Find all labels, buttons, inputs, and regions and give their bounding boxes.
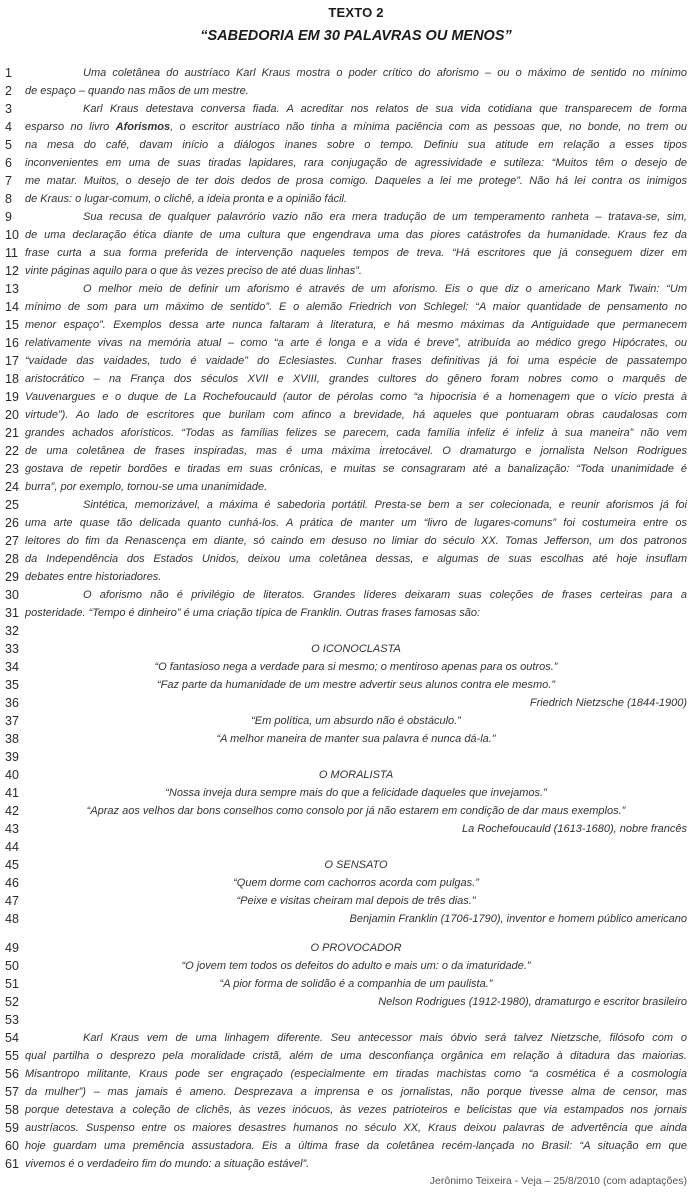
text-line bbox=[5, 892, 687, 910]
line-text: burra”, por exemplo, tornou-se uma unanimidade. bbox=[25, 481, 268, 493]
line-number: 32 bbox=[5, 624, 19, 638]
line-number: 60 bbox=[5, 1139, 19, 1153]
line-text: “Faz parte da humanidade de um mestre advertir seus alunos contra ele mesmo.” bbox=[156, 679, 556, 691]
line-text: inconvenientes em uma de suas tiradas lapidares, rara conjugação de agressividade e sutileza: “Muitos têm o desejo de bbox=[25, 157, 687, 169]
line-text: O melhor meio de definir um aforismo é através de um aforismo. Eis o que diz o americano Mark Twain: “Um bbox=[83, 283, 687, 295]
text-line bbox=[5, 993, 687, 1011]
line-text: Sintética, memorizável, a máxima é sabedoria portátil. Presta-se bem a ser colecionada, e reunir aforismos já foi bbox=[83, 499, 687, 511]
text-line bbox=[5, 586, 687, 604]
text-line bbox=[5, 262, 687, 280]
line-number: 11 bbox=[5, 246, 18, 260]
line-text bbox=[25, 1011, 687, 1029]
line-text: “vaidade das vaidades, tudo é vaidade” do Eclesiastes. Cunhar frases definitivas já foi uma espécie de passatempo bbox=[25, 355, 687, 367]
text-line bbox=[5, 316, 687, 334]
text-line bbox=[5, 1083, 687, 1101]
line-number: 21 bbox=[5, 426, 19, 440]
text-line bbox=[5, 820, 687, 838]
line-text: gostava de repetir bordões e tiradas em suas crônicas, e muitas se consagraram até a banalização: “Toda unanimidade é bbox=[25, 463, 687, 475]
text-line bbox=[5, 514, 687, 532]
line-number: 4 bbox=[5, 120, 12, 134]
line-number: 44 bbox=[5, 840, 19, 854]
text-line bbox=[5, 478, 687, 496]
line-text: “A pior forma de solidão é a companhia de um paulista.” bbox=[219, 978, 493, 990]
line-number: 23 bbox=[5, 462, 19, 476]
line-text: “Quem dorme com cachorros acorda com pulgas.” bbox=[233, 877, 479, 889]
line-number: 56 bbox=[5, 1067, 19, 1081]
text-line bbox=[5, 460, 687, 478]
text-line bbox=[5, 939, 687, 957]
line-text: esparso no livro Aforismos, o escritor austríaco não tinha a mínima paciência com as pessoas que, no bonde, no trem ou bbox=[25, 121, 687, 133]
text-line bbox=[5, 730, 687, 748]
text-line bbox=[5, 1047, 687, 1065]
line-text: de espaço – quando nas mãos de um mestre. bbox=[25, 85, 249, 97]
text-line bbox=[5, 712, 687, 730]
text-line bbox=[5, 1011, 687, 1029]
text-line bbox=[5, 766, 687, 784]
line-text: “Peixe e visitas cheiram mal depois de três dias.” bbox=[236, 895, 476, 907]
line-text: aristocrático – na França dos séculos XVII e XVIII, grandes cultores do gênero foram nobres como o marquês de bbox=[25, 373, 687, 385]
line-number: 18 bbox=[5, 372, 19, 386]
text-lines bbox=[5, 64, 687, 1173]
text-line bbox=[5, 1119, 687, 1137]
text-line bbox=[5, 874, 687, 892]
line-text: mínimo de som para um máximo de sentido”. E o alemão Friedrich von Schlegel: “A maior quantidade de pensamento no bbox=[25, 301, 687, 313]
line-text: hoje guardam uma premência assustadora. Eis a última frase da coletânea recém-lançada no Brasil: “A situação em que bbox=[25, 1140, 687, 1152]
line-number: 30 bbox=[5, 588, 19, 602]
line-text: Friedrich Nietzsche (1844-1900) bbox=[529, 697, 687, 709]
text-line bbox=[5, 226, 687, 244]
source-credit: Jerônimo Teixeira - Veja – 25/8/2010 (com adaptações) bbox=[429, 1175, 687, 1187]
line-text: posteridade. “Tempo é dinheiro” é uma criação típica de Franklin. Outras frases famosas são: bbox=[25, 607, 481, 619]
line-number: 40 bbox=[5, 768, 19, 782]
line-text: de uma coletânea de frases inspiradas, mas é uma máxima irretocável. O dramaturgo e jornalista Nelson Rodrigues bbox=[25, 445, 687, 457]
text-line bbox=[5, 496, 687, 514]
text-line bbox=[5, 244, 687, 262]
line-text: de Kraus: o lugar-comum, o clichê, a ideia pronta e a opinião fácil. bbox=[25, 193, 348, 205]
line-number: 42 bbox=[5, 804, 19, 818]
line-number: 14 bbox=[5, 300, 19, 314]
line-text: uma arte quase tão delicada quanto cunhá-los. A prática de manter um “livro de lugares-comuns” foi costumeira entre os bbox=[25, 517, 687, 529]
line-text: qual partilha o desprezo pela moralidade cristã, além de uma desconfiança orgânica em relação à ditadura das maiorias. bbox=[25, 1050, 687, 1062]
line-number: 28 bbox=[5, 552, 19, 566]
line-text: “Em política, um absurdo não é obstáculo.” bbox=[251, 715, 461, 727]
text-line bbox=[5, 856, 687, 874]
line-number: 37 bbox=[5, 714, 19, 728]
line-text: O MORALISTA bbox=[318, 769, 394, 781]
text-line bbox=[5, 388, 687, 406]
line-text: da mulher”) – mas jamais é ameno. Desprezava a imprensa e os jornalistas, não porque tivesse alma de censor, mas bbox=[25, 1086, 687, 1098]
line-number: 10 bbox=[5, 228, 19, 242]
line-number: 39 bbox=[5, 750, 19, 764]
line-number: 50 bbox=[5, 959, 19, 973]
line-text bbox=[25, 838, 687, 856]
text-line bbox=[5, 802, 687, 820]
text-line bbox=[5, 100, 687, 118]
text-line bbox=[5, 748, 687, 766]
line-number: 33 bbox=[5, 642, 19, 656]
text-line bbox=[5, 136, 687, 154]
line-number: 59 bbox=[5, 1121, 19, 1135]
line-number: 17 bbox=[5, 354, 19, 368]
text-line bbox=[5, 352, 687, 370]
line-text: “O fantasioso nega a verdade para si mesmo; o mentiroso apenas para os outros.” bbox=[154, 661, 558, 673]
line-text: O ICONOCLASTA bbox=[311, 643, 401, 655]
line-text: Misantropo militante, Kraus pode ser engraçado (especialmente em tiradas machistas como “a cosmética é a cosmologia bbox=[25, 1068, 687, 1080]
line-text: austríacos. Suspenso entre os maiores desastres humanos no século XX, Kraus deixou palavras de advertência que ainda bbox=[25, 1122, 687, 1134]
line-number: 8 bbox=[5, 192, 12, 206]
text-line bbox=[5, 442, 687, 460]
line-number: 13 bbox=[5, 282, 19, 296]
line-number: 34 bbox=[5, 660, 19, 674]
line-text: “O jovem tem todos os defeitos do adulto e mais um: o da imaturidade.” bbox=[181, 960, 531, 972]
text-line bbox=[5, 694, 687, 712]
line-number: 51 bbox=[5, 977, 19, 991]
text-line bbox=[5, 208, 687, 226]
text-line bbox=[5, 532, 687, 550]
line-number: 57 bbox=[5, 1085, 19, 1099]
line-number: 19 bbox=[5, 390, 19, 404]
line-number: 61 bbox=[5, 1157, 19, 1171]
text-line bbox=[5, 658, 687, 676]
line-number: 45 bbox=[5, 858, 19, 872]
text-line bbox=[5, 957, 687, 975]
text-line bbox=[5, 550, 687, 568]
line-text: “Apraz aos velhos dar bons conselhos como consolo por já não estarem em condição de dar maus exemplos.” bbox=[86, 805, 626, 817]
line-text: vinte páginas aquilo para o que às vezes preciso de até duas linhas”. bbox=[25, 265, 362, 277]
text-line bbox=[5, 676, 687, 694]
line-number: 1 bbox=[5, 66, 12, 80]
text-line bbox=[5, 190, 687, 208]
line-text: porque detestava a coleção de clichês, às vezes inócuos, às vezes patrioteiros e belicistas que via estampados nos jornais bbox=[25, 1104, 687, 1116]
line-text: Karl Kraus vem de uma linhagem diferente. Seu antecessor mais óbvio será talvez Nietzsche, filósofo com o bbox=[83, 1032, 687, 1044]
line-number: 5 bbox=[5, 138, 12, 152]
text-title: TEXTO 2 bbox=[328, 5, 384, 20]
line-number: 7 bbox=[5, 174, 12, 188]
line-text: virtude”). Ao lado de escritores que burilam com afinco a brevidade, há aqueles que pontuaram obras caudalosas com bbox=[25, 409, 687, 421]
text-line bbox=[5, 640, 687, 658]
line-number: 41 bbox=[5, 786, 19, 800]
line-number: 6 bbox=[5, 156, 12, 170]
text-line bbox=[5, 1101, 687, 1119]
line-text: debates entre historiadores. bbox=[25, 571, 162, 583]
line-text: O aforismo não é privilégio de literatos. Grandes líderes deixaram suas coleções de frases certeiras para a bbox=[83, 589, 687, 601]
line-text: leitores do fim da Renascença em diante, só caindo em desuso no limiar do século XX. Tomas Jefferson, um dos patronos bbox=[25, 535, 687, 547]
text-line bbox=[5, 298, 687, 316]
line-text: “Nossa inveja dura sempre mais do que a felicidade daqueles que invejamos.” bbox=[165, 787, 547, 799]
line-number: 36 bbox=[5, 696, 19, 710]
line-number: 24 bbox=[5, 480, 19, 494]
line-text: vivemos é o verdadeiro fim do mundo: a situação estável”. bbox=[25, 1158, 310, 1170]
line-number: 20 bbox=[5, 408, 19, 422]
line-number: 54 bbox=[5, 1031, 19, 1045]
line-number: 53 bbox=[5, 1013, 19, 1027]
line-text: me matar. Muitos, o desejo de ter dois dedos de prosa comigo. Daqueles a lei me protege”. Não há lei contra os inimigos bbox=[25, 175, 687, 187]
line-text bbox=[25, 748, 687, 766]
line-number: 15 bbox=[5, 318, 19, 332]
text-line bbox=[5, 1155, 687, 1173]
text-line bbox=[5, 975, 687, 993]
text-line bbox=[5, 370, 687, 388]
line-number: 48 bbox=[5, 912, 19, 926]
line-text: Benjamin Franklin (1706-1790), inventor e homem público americano bbox=[349, 913, 687, 925]
line-number: 55 bbox=[5, 1049, 19, 1063]
text-line bbox=[5, 838, 687, 856]
line-number: 38 bbox=[5, 732, 19, 746]
text-line bbox=[5, 1137, 687, 1155]
line-text: Sua recusa de qualquer palavrório vazio não era mera tradução de um temperamento ranheta – tratava-se, sim, bbox=[83, 211, 687, 223]
line-number: 9 bbox=[5, 210, 12, 224]
line-text: La Rochefoucauld (1613-1680), nobre francês bbox=[461, 823, 687, 835]
text-line bbox=[5, 604, 687, 622]
text-line bbox=[5, 118, 687, 136]
line-text: da Independência dos Estados Unidos, deixou uma coletânea dessas, e algumas de suas escolhas até hoje insuflam bbox=[25, 553, 687, 565]
text-line bbox=[5, 1065, 687, 1083]
line-number: 12 bbox=[5, 264, 19, 278]
line-number: 27 bbox=[5, 534, 19, 548]
line-text: relativamente vivas na memória atual – como “a arte é longa e a vida é breve”, atribuída ao médico grego Hipócrates, ou bbox=[25, 337, 687, 349]
text-line bbox=[5, 784, 687, 802]
line-number: 31 bbox=[5, 606, 19, 620]
text-subtitle: “SABEDORIA EM 30 PALAVRAS OU MENOS” bbox=[200, 28, 512, 44]
line-number: 26 bbox=[5, 516, 19, 530]
line-number: 47 bbox=[5, 894, 19, 908]
line-gap bbox=[5, 928, 687, 939]
line-number: 35 bbox=[5, 678, 19, 692]
document-header bbox=[25, 5, 687, 45]
line-number: 2 bbox=[5, 84, 12, 98]
text-line bbox=[5, 910, 687, 928]
text-line bbox=[5, 568, 687, 586]
text-line bbox=[5, 154, 687, 172]
line-number: 29 bbox=[5, 570, 19, 584]
line-text: na mesa do café, davam início a diálogos inanes sobre o tempo. Definiu sua atitude em relação a esses tipos bbox=[25, 139, 687, 151]
line-number: 3 bbox=[5, 102, 12, 116]
line-text: Karl Kraus detestava conversa fiada. A acreditar nos relatos de sua vida cotidiana que transparecem de forma bbox=[83, 103, 687, 115]
line-text: grandes achados aforísticos. “Todas as famílias felizes se parecem, cada família infeliz é infeliz à sua maneira” não vem bbox=[25, 427, 687, 439]
line-number: 25 bbox=[5, 498, 19, 512]
text-line bbox=[5, 1029, 687, 1047]
text-line bbox=[5, 334, 687, 352]
line-text: frase curta a sua forma preferida de intervenção naqueles tempos de treva. “Há escritores que já conseguem dizer em bbox=[25, 247, 687, 259]
line-text bbox=[25, 622, 687, 640]
line-number: 49 bbox=[5, 941, 19, 955]
line-number: 46 bbox=[5, 876, 19, 890]
line-text: de uma declaração ética diante de uma cultura que engendrava uma das piores catástrofes da humanidade. Kraus fez da bbox=[25, 229, 687, 241]
text-line bbox=[5, 280, 687, 298]
line-text: Nelson Rodrigues (1912-1980), dramaturgo e escritor brasileiro bbox=[378, 996, 687, 1008]
line-number: 16 bbox=[5, 336, 19, 350]
line-text: menor espaço”. Exemplos dessa arte nunca faltaram à literatura, e há mesmo máximas da Antiguidade que permanecem bbox=[25, 319, 687, 331]
text-line bbox=[5, 64, 687, 82]
text-line bbox=[5, 406, 687, 424]
line-number: 43 bbox=[5, 822, 19, 836]
line-number: 52 bbox=[5, 995, 19, 1009]
line-text: Vauvenargues e o duque de La Rochefoucauld (autor de pérolas como “a hipocrisia é a homenagem que o vício presta à bbox=[25, 391, 687, 403]
line-text: “A melhor maneira de manter sua palavra é nunca dá-la.” bbox=[216, 733, 496, 745]
text-line bbox=[5, 82, 687, 100]
text-line bbox=[5, 622, 687, 640]
line-number: 22 bbox=[5, 444, 19, 458]
line-text: Uma coletânea do austríaco Karl Kraus mostra o poder crítico do aforismo – ou o máximo de sentido no mínimo bbox=[83, 67, 687, 79]
text-line bbox=[5, 424, 687, 442]
text-line bbox=[5, 172, 687, 190]
line-number: 58 bbox=[5, 1103, 19, 1117]
line-text: O SENSATO bbox=[324, 859, 388, 871]
line-text: O PROVOCADOR bbox=[310, 942, 402, 954]
